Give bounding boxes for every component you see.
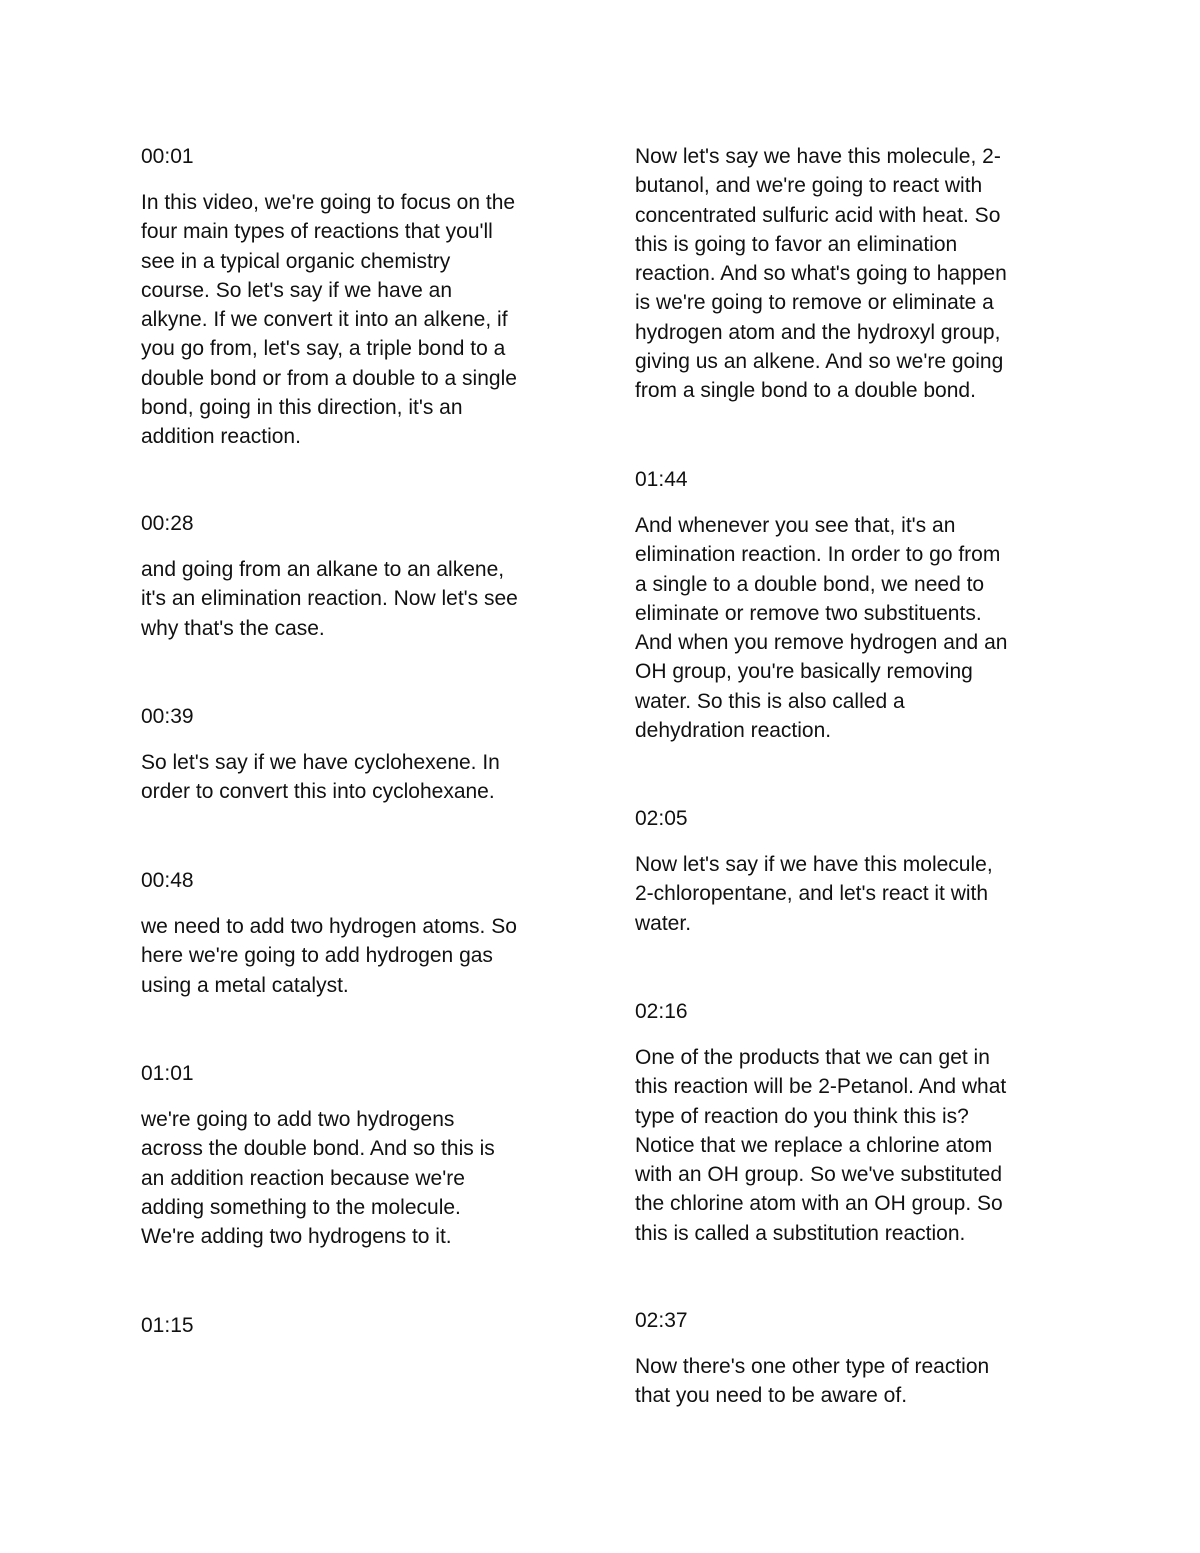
timestamp: 00:28: [141, 512, 194, 535]
transcript-entry: [635, 465, 1065, 745]
timestamp: 00:48: [141, 869, 194, 892]
transcript-entry: [141, 1311, 571, 1340]
timestamp: 02:05: [635, 807, 688, 830]
timestamp: 00:01: [141, 145, 194, 168]
transcript-entry: [635, 142, 1065, 406]
transcript-entry: [635, 997, 1065, 1248]
transcript-entry: [141, 702, 571, 807]
transcript-entry: [635, 1306, 1065, 1411]
transcript-text: One of the products that we can get in this reaction will be 2-Petanol. And what type of reaction do you think this is? Notice that we replace a chlorine atom with an OH group. So we've substituted the chlorine atom with an OH group. So this is called a substitution reaction.: [635, 1046, 1007, 1245]
transcript-entry: [635, 804, 1065, 938]
timestamp: 01:01: [141, 1062, 194, 1085]
transcript-entry: [141, 1059, 571, 1251]
transcript-entry: [141, 866, 571, 1000]
transcript-text: And whenever you see that, it's an elimination reaction. In order to go from a single to a double bond, we need to eliminate or remove two substituents. And when you remove hydrogen and an OH group, you're basically removing water. So this is also called a dehydration reaction.: [635, 514, 1008, 743]
transcript-entry: [141, 142, 571, 452]
transcript-entry: [141, 509, 571, 643]
timestamp: 01:15: [141, 1314, 194, 1337]
timestamp: 00:39: [141, 705, 194, 728]
transcript-text: So let's say if we have cyclohexene. In order to convert this into cyclohexane.: [141, 751, 500, 804]
transcript-text: Now let's say if we have this molecule, 2-chloropentane, and let's react it with water.: [635, 853, 993, 935]
transcript-text: we need to add two hydrogen atoms. So here we're going to add hydrogen gas using a metal catalyst.: [141, 915, 517, 997]
transcript-text: and going from an alkane to an alkene, it's an elimination reaction. Now let's see why that's the case.: [141, 558, 518, 640]
transcript-text: In this video, we're going to focus on the four main types of reactions that you'll see in a typical organic chemistry course. So let's say if we have an alkyne. If we convert it into an alkene, if you go from, let's say, a triple bond to a double bond or from a double to a single bond, going in this direction, it's an addition reaction.: [141, 191, 517, 449]
timestamp: 02:16: [635, 1000, 688, 1023]
timestamp: 02:37: [635, 1309, 688, 1332]
transcript-text: Now let's say we have this molecule, 2- butanol, and we're going to react with concentrated sulfuric acid with heat. So this is going to favor an elimination reaction. And so what's going to happen is we're going to remove or eliminate a hydrogen atom and the hydroxyl group, giving us an alkene. And so we're going from a single bond to a double bond.: [635, 145, 1007, 403]
transcript-text: we're going to add two hydrogens across the double bond. And so this is an addition reaction because we're adding something to the molecule. We're adding two hydrogens to it.: [141, 1108, 495, 1249]
timestamp: 01:44: [635, 468, 688, 491]
transcript-text: Now there's one other type of reaction that you need to be aware of.: [635, 1355, 990, 1408]
